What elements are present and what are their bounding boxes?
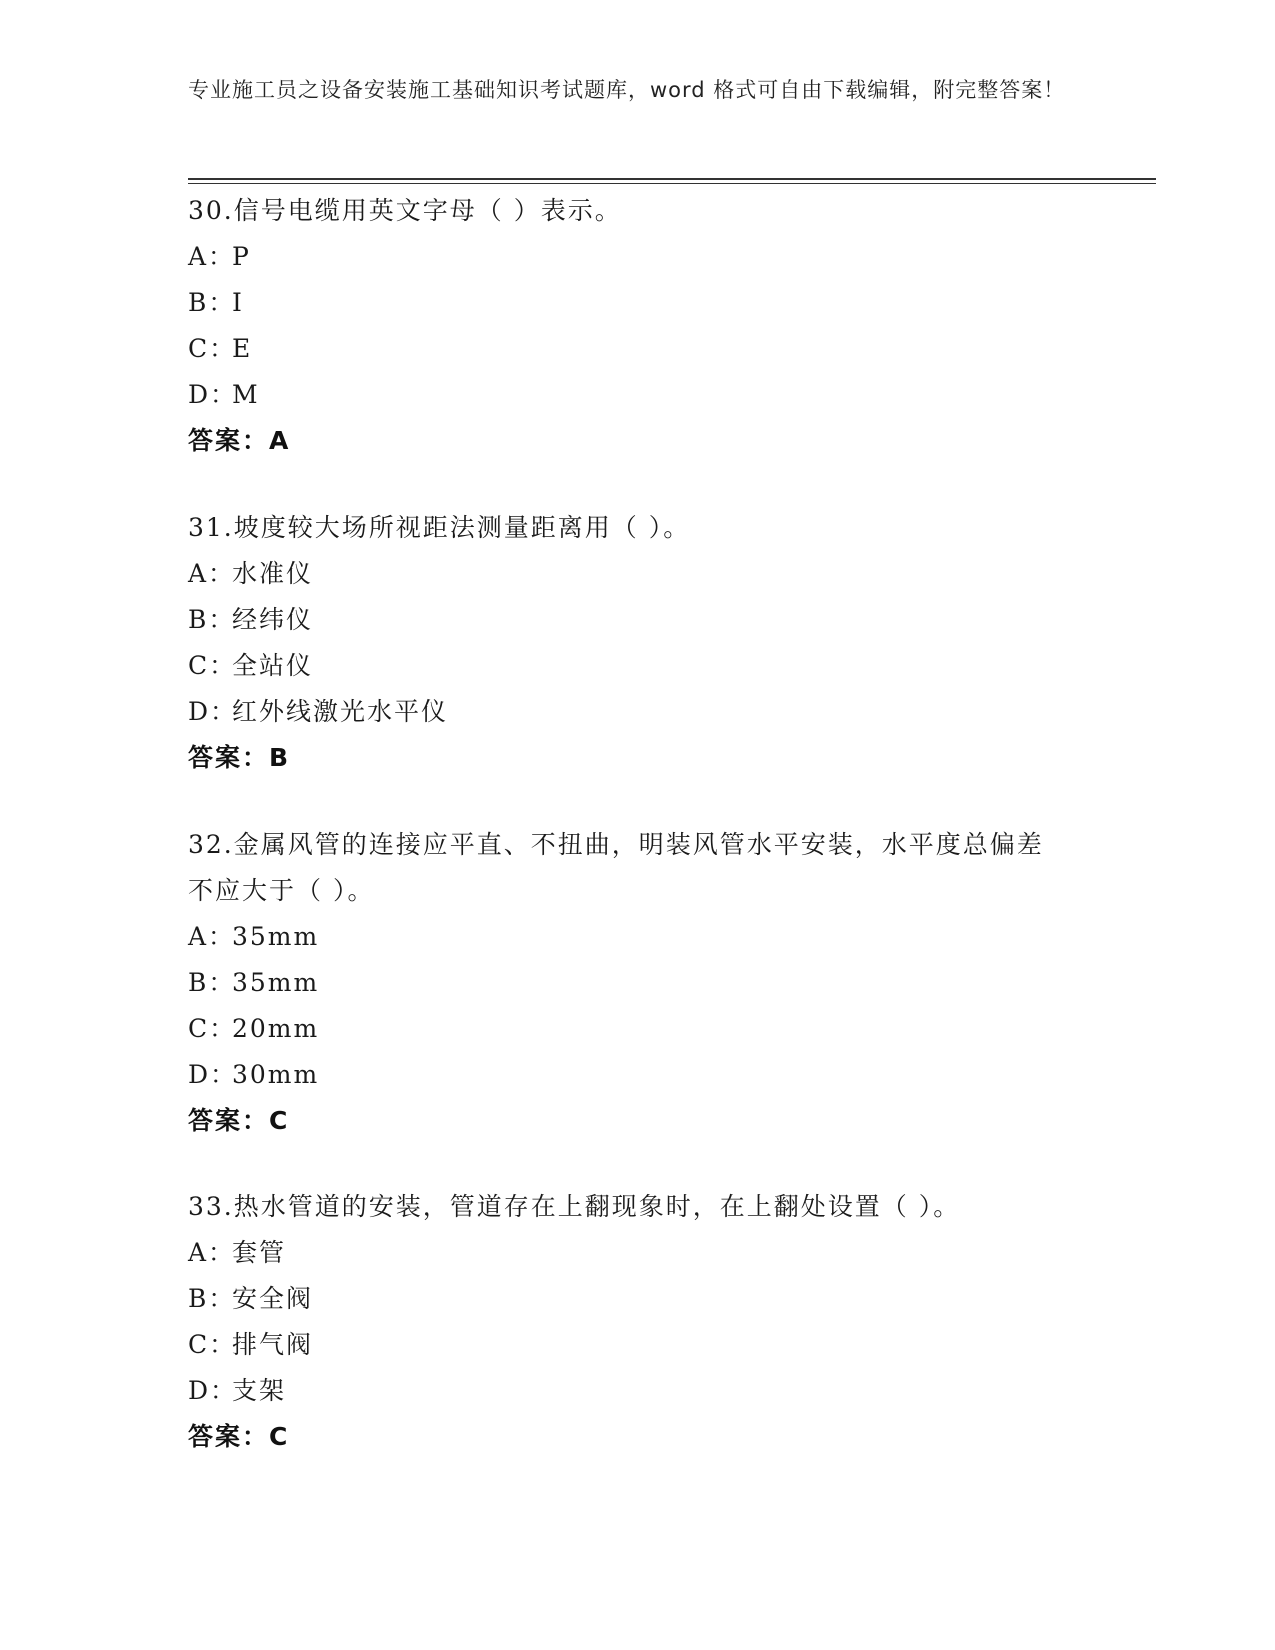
option-key: A：	[188, 1238, 236, 1267]
option-key: B：	[188, 968, 236, 997]
option-key: B：	[188, 288, 236, 317]
option-text: I	[232, 288, 244, 317]
question-31	[188, 505, 1088, 781]
option-text: 35mm	[232, 922, 320, 951]
answer: 答案：C	[188, 1422, 290, 1451]
option-key: D：	[188, 1376, 238, 1405]
option-text: 支架	[232, 1376, 287, 1405]
answer: 答案：B	[188, 743, 291, 772]
option-d	[188, 689, 1088, 735]
option-b	[188, 280, 1088, 326]
document-header: 专业施工员之设备安装施工基础知识考试题库，word 格式可自由下载编辑，附完整答案！	[188, 78, 1066, 102]
option-a	[188, 234, 1088, 280]
option-key: D：	[188, 697, 238, 726]
option-key: B：	[188, 605, 236, 634]
question-stem: 33.热水管道的安装，管道存在上翻现象时，在上翻处设置（ ）。	[188, 1192, 961, 1221]
option-text: 经纬仪	[232, 605, 314, 634]
option-a	[188, 551, 1088, 597]
option-text: 全站仪	[232, 651, 314, 680]
option-c	[188, 326, 1088, 372]
option-text: 30mm	[232, 1060, 320, 1089]
option-key: C：	[188, 1014, 237, 1043]
option-key: B：	[188, 1284, 236, 1313]
option-key: D：	[188, 1060, 238, 1089]
question-33	[188, 1184, 1088, 1460]
option-d	[188, 1052, 1088, 1098]
option-a	[188, 914, 1088, 960]
option-d	[188, 1368, 1088, 1414]
option-key: C：	[188, 1330, 237, 1359]
option-key: C：	[188, 334, 237, 363]
option-key: A：	[188, 242, 236, 271]
option-text: 红外线激光水平仪	[232, 697, 449, 726]
option-a	[188, 1230, 1088, 1276]
option-b	[188, 597, 1088, 643]
header-divider-thin	[188, 183, 1156, 184]
option-key: D：	[188, 380, 238, 409]
option-text: 安全阀	[232, 1284, 314, 1313]
option-text: 套管	[232, 1238, 287, 1267]
answer: 答案：A	[188, 426, 291, 455]
option-b	[188, 960, 1088, 1006]
option-c	[188, 643, 1088, 689]
option-text: 水准仪	[232, 559, 314, 588]
option-c	[188, 1322, 1088, 1368]
answer: 答案：C	[188, 1106, 290, 1135]
option-text: 35mm	[232, 968, 320, 997]
question-stem: 30.信号电缆用英文字母（ ）表示。	[188, 196, 622, 225]
option-text: 20mm	[232, 1014, 320, 1043]
header-divider-thick	[188, 178, 1156, 180]
option-key: A：	[188, 559, 236, 588]
option-text: 排气阀	[232, 1330, 314, 1359]
option-d	[188, 372, 1088, 418]
question-stem: 31.坡度较大场所视距法测量距离用（ ）。	[188, 513, 691, 542]
question-32	[188, 822, 1088, 1144]
question-stem: 32.金属风管的连接应平直、不扭曲，明装风管水平安装，水平度总偏差不应大于（ ）。	[188, 830, 1044, 905]
option-c	[188, 1006, 1088, 1052]
option-text: M	[232, 380, 260, 409]
option-key: A：	[188, 922, 236, 951]
option-key: C：	[188, 651, 237, 680]
question-30	[188, 188, 1088, 464]
option-text: P	[232, 242, 251, 271]
option-b	[188, 1276, 1088, 1322]
option-text: E	[232, 334, 253, 363]
